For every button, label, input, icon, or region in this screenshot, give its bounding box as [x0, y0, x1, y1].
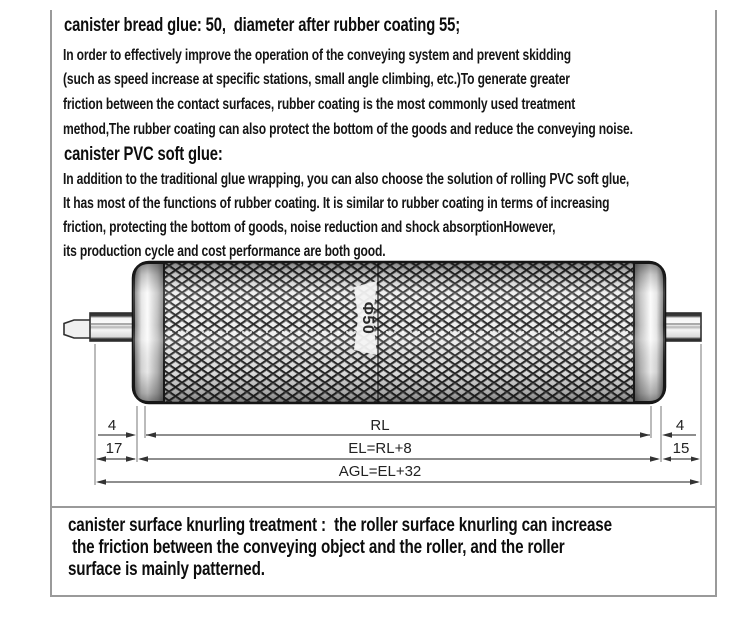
paragraph-line: In order to effectively improve the operation of the conveying system and prevent skidding [63, 47, 571, 64]
dim-tube-length: EL=RL+8 [348, 440, 412, 457]
dim-right-shaft: 15 [672, 440, 690, 457]
dim-left-shaft: 17 [105, 440, 123, 457]
section-title-pvc-glue: canister PVC soft glue: [64, 144, 223, 165]
left-shaft [90, 313, 136, 341]
dim-roller-length: RL [370, 417, 390, 434]
right-shaft [663, 313, 701, 341]
note-line: the friction between the conveying object and the roller, and the roller [68, 536, 565, 558]
note-line: surface is mainly patterned. [68, 558, 265, 580]
paragraph-line: (such as speed increase at specific stations, small angle climbing, etc.)To generate greater [63, 71, 570, 88]
paragraph-line: friction, protecting the bottom of goods, noise reduction and shock absorptionHowever, [63, 219, 556, 236]
roller-diameter-label: Φ50 [358, 301, 376, 335]
paragraph-line: method,The rubber coating can also protect the bottom of the goods and reduce the conveying noise. [63, 121, 633, 138]
dimension-row-rl [98, 432, 696, 438]
roller-diagram-svg [0, 252, 750, 497]
section-title-bread-glue: canister bread glue: 50, diameter after rubber coating 55; [64, 15, 461, 36]
dim-left-gap: 4 [107, 417, 117, 434]
dim-axle-length: AGL=EL+32 [338, 463, 422, 480]
note-line: canister surface knurling treatment : the roller surface knurling can increase [68, 514, 612, 536]
paragraph-line: It has most of the functions of rubber coating. It is similar to rubber coating in terms of increasing [63, 195, 610, 212]
paragraph-line: In addition to the traditional glue wrapping, you can also choose the solution of rolling PVC soft glue, [63, 171, 630, 188]
section-divider [50, 506, 715, 508]
roller-technical-diagram [0, 252, 750, 497]
paragraph-line: its production cycle and cost performance are both good. [63, 243, 386, 260]
dimension-row-agl [96, 479, 700, 485]
paragraph-line: friction between the contact surfaces, rubber coating is the most commonly used treatment [63, 96, 576, 113]
dimension-row-el [96, 456, 700, 462]
roller-shading [133, 262, 665, 403]
dim-right-gap: 4 [675, 417, 685, 434]
